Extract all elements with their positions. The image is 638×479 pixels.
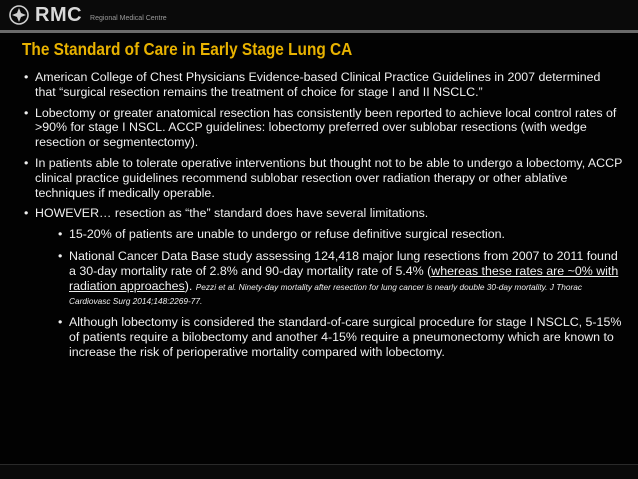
bullet-marker: • [58,248,63,263]
citation: Pezzi et al. Ninety-day mortality after resection for lung cancer is nearly double 30-day mortality. J Thorac Cardiovasc Surg 2014;148:2269-77. [69,281,583,307]
sub-bullet-text: Although lobectomy is considered the standard-of-care surgical procedure for stage I NSCLC, 5-15% of patients require a bilobectomy and another 4-15% require a pneumonectomy which are known to increase the risk of perioperative mortality compared with lobectomy. [69,315,622,359]
bullet-item [24,156,624,200]
bullet-item [24,70,624,100]
header-divider [0,30,638,33]
rmc-logo [9,5,167,25]
bullet-marker: • [24,70,29,84]
sub-bullet-item [58,227,624,242]
bullet-marker: • [24,155,29,170]
sub-bullet-text: 15-20% of patients are unable to undergo or refuse definitive surgical resection. [69,227,506,242]
logo-subtext: Regional Medical Centre [90,14,167,22]
bullet-marker: • [24,105,29,120]
bullet-marker: • [58,227,63,242]
footer-bar [0,464,638,479]
bullet-marker: • [58,315,63,330]
sub-bullet-item [58,315,624,359]
logo-text: RMC [35,4,83,26]
sub-bullet-text: National Cancer Data Base study assessing 124,418 major lung resections from 2007 to 2011 found a 30-day mortality rate of 2.8% and 90-day mortality rate of 5.4% ( [69,248,618,278]
bullet-text: American College of Chest Physicians Evidence-based Clinical Practice Guidelines in 2007 determined that “surgical resection remains the treatment of choice for stage I and II NSCLC.” [35,70,601,99]
rmc-logo-icon [9,5,29,25]
bullet-item [24,106,624,150]
header-bar [0,0,638,30]
sub-bullet-text: ). [184,278,193,293]
bullet-text: Lobectomy or greater anatomical resection has consistently been reported to achieve local control rates of >90% for stage I NSCL. ACCP guidelines: lobectomy preferred over sublobar resections (with wedge resection or segmentectomy). [35,105,617,150]
sub-bullet-item [58,249,624,308]
underlined-text: whereas these rates are ~0% with radiation approaches [69,263,619,293]
bullet-item [24,206,624,221]
slide-title: The Standard of Care in Early Stage Lung CA [22,39,353,59]
bullet-marker: • [24,206,29,221]
bullet-text: HOWEVER… resection as “the” standard does have several limitations. [35,206,429,221]
bullet-text: In patients able to tolerate operative interventions but thought not to be able to undergo a lobectomy, ACCP clinical practice guidelines recommend sublobar resection over radiation therapy or other ablative techniques if medically operable. [35,155,623,200]
slide-content [24,70,624,367]
sub-bullet-list [58,227,624,359]
